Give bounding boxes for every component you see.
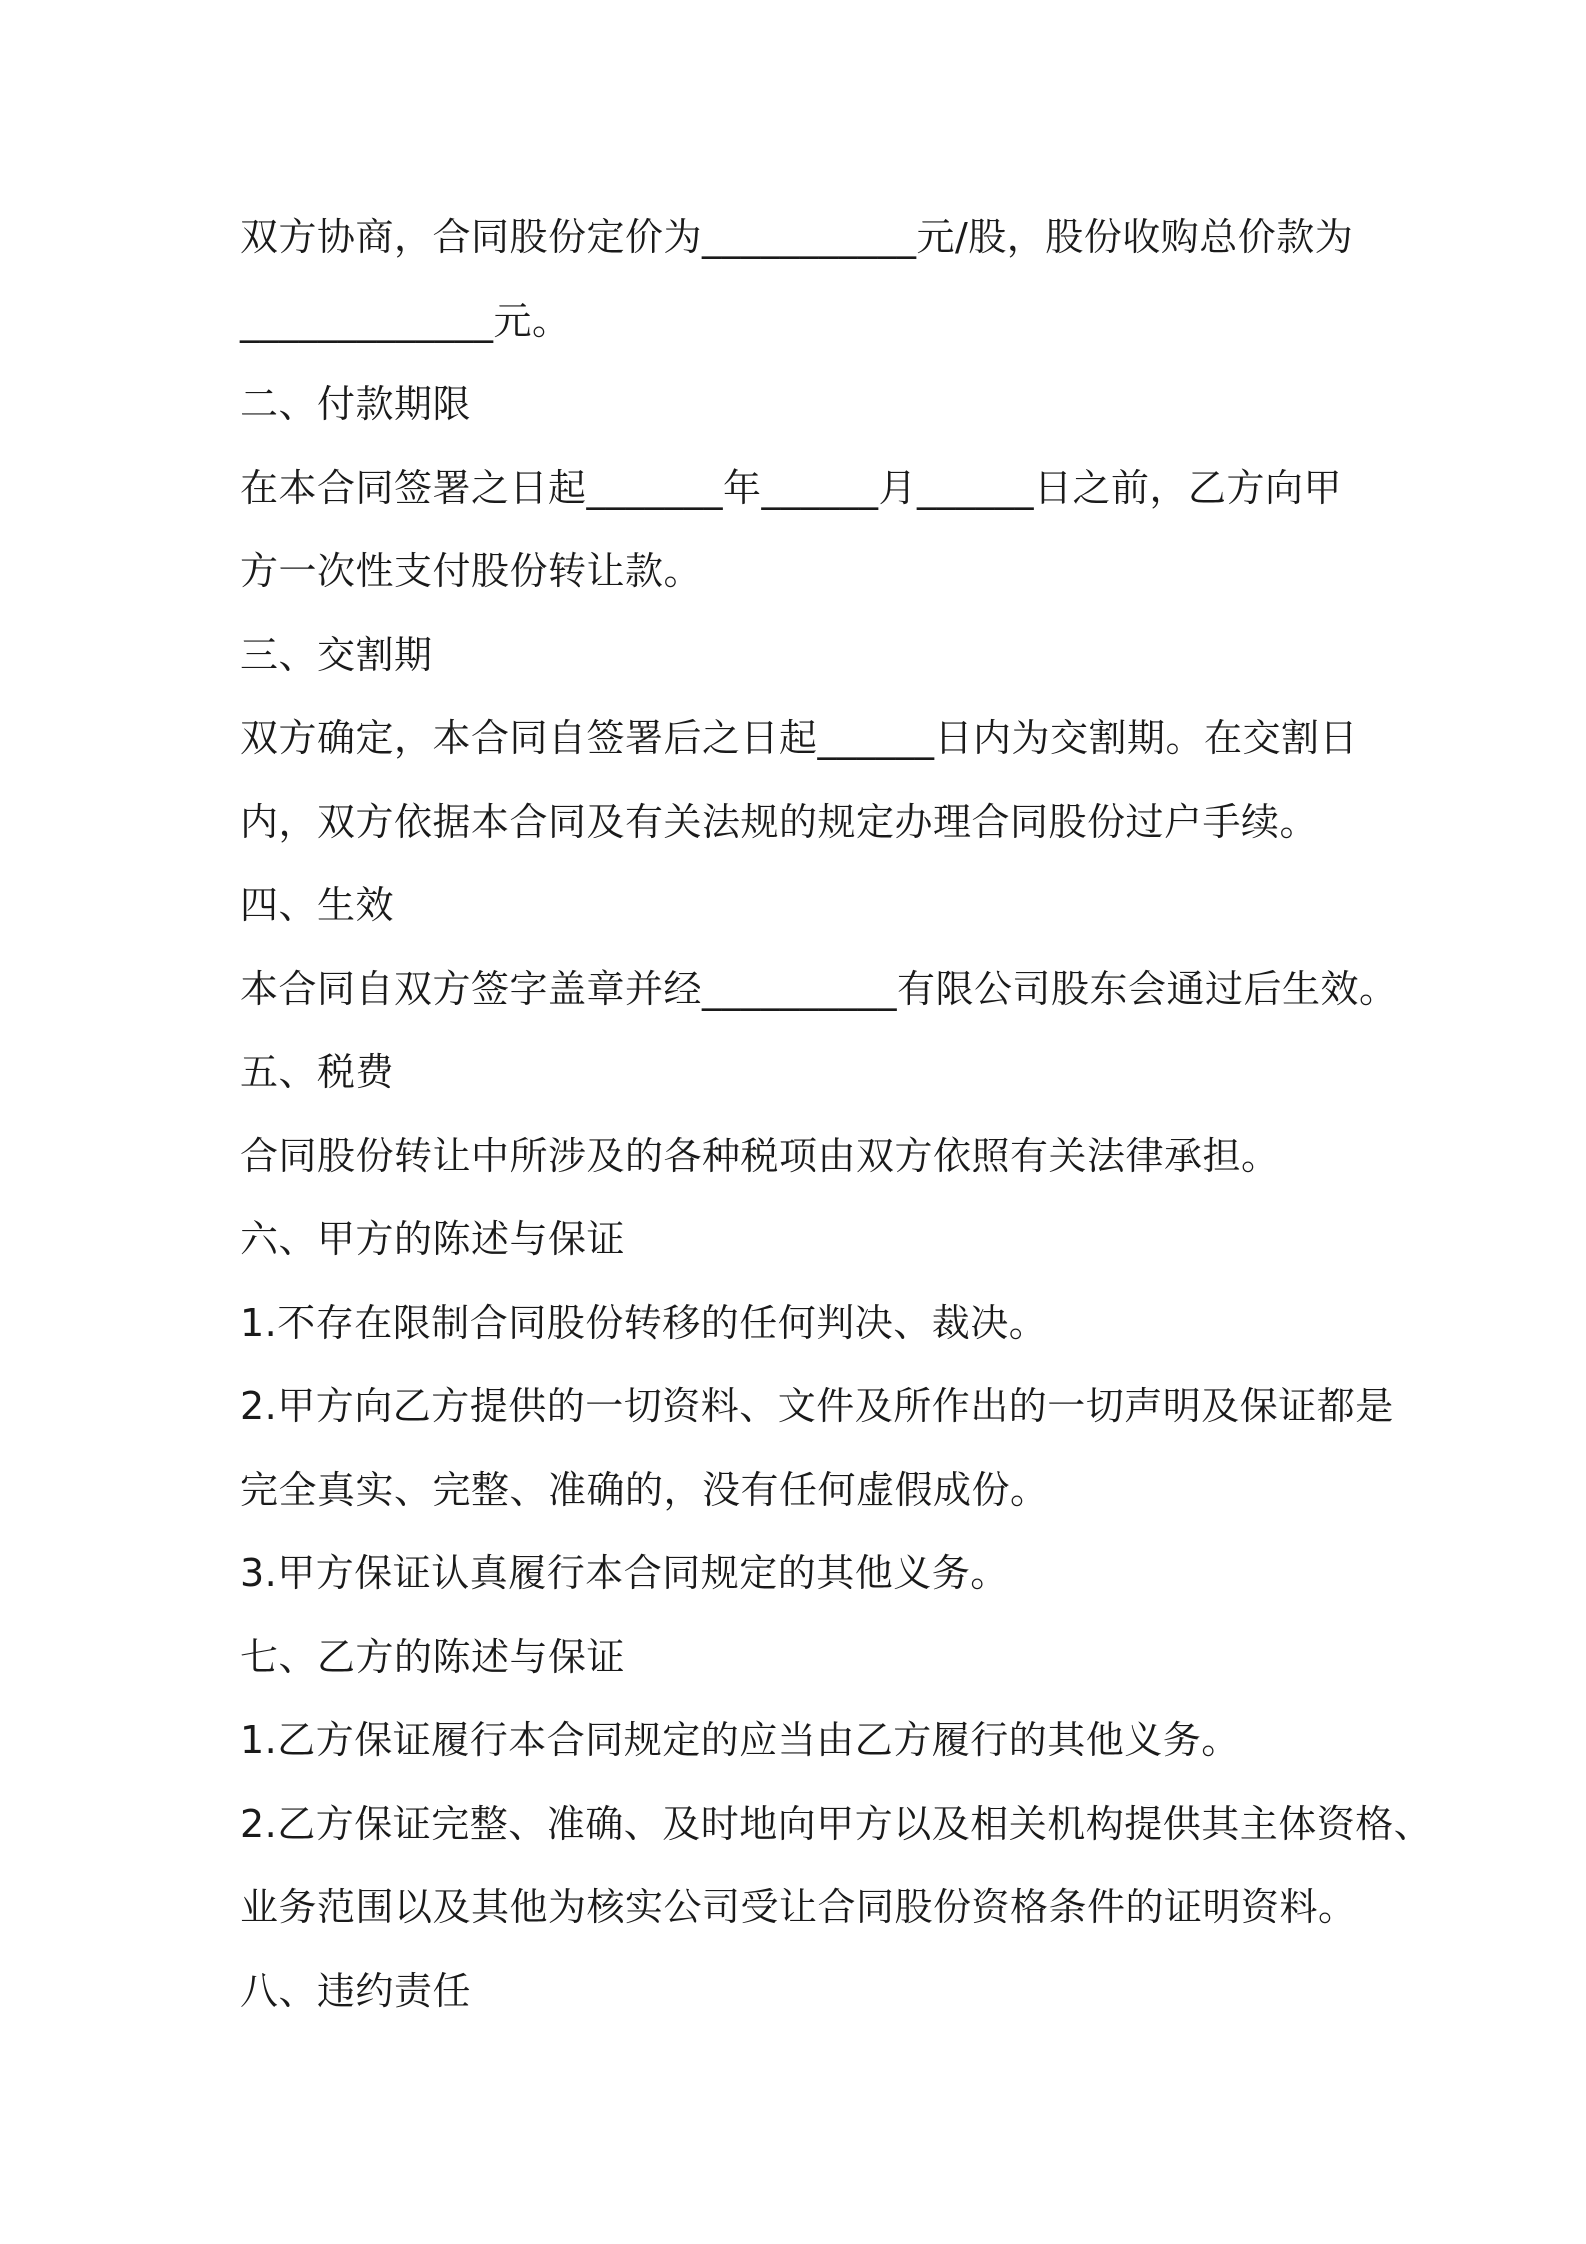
paragraph-line: 业务范围以及其他为核实公司受让合同股份资格条件的证明资料。 <box>240 1885 1357 1929</box>
document-body <box>240 196 1433 2033</box>
list-item: 1.乙方保证履行本合同规定的应当由乙方履行的其他义务。 <box>240 1718 1240 1762</box>
section-heading: 六、甲方的陈述与保证 <box>240 1217 626 1261</box>
paragraph-line: 内，双方依据本合同及有关法规的规定办理合同股份过户手续。 <box>240 799 1319 844</box>
section-heading: 七、乙方的陈述与保证 <box>240 1634 626 1679</box>
paragraph-line: _____________元。 <box>240 298 571 343</box>
section-heading: 五、税费 <box>240 1050 395 1094</box>
section-heading: 四、生效 <box>240 883 395 927</box>
list-item: 2.乙方保证完整、准确、及时地向甲方以及相关机构提供其主体资格、 <box>240 1801 1433 1846</box>
paragraph-line: 完全真实、完整、准确的，没有任何虚假成份。 <box>240 1467 1049 1512</box>
paragraph-line: 合同股份转让中所涉及的各种税项由双方依照有关法律承担。 <box>240 1133 1280 1178</box>
list-item: 1.不存在限制合同股份转移的任何判决、裁决。 <box>240 1300 1048 1345</box>
paragraph-line: 本合同自双方签字盖章并经__________有限公司股东会通过后生效。 <box>240 966 1398 1011</box>
list-item: 2.甲方向乙方提供的一切资料、文件及所作出的一切声明及保证都是 <box>240 1384 1394 1428</box>
paragraph-line: 方一次性支付股份转让款。 <box>240 549 703 593</box>
section-heading: 三、交割期 <box>240 632 433 677</box>
list-item: 3.甲方保证认真履行本合同规定的其他义务。 <box>240 1551 1009 1595</box>
paragraph-line: 在本合同签署之日起_______年______月______日之前，乙方向甲 <box>240 465 1343 510</box>
section-heading: 八、违约责任 <box>240 1968 472 2013</box>
paragraph-line: 双方确定，本合同自签署后之日起______日内为交割期。在交割日 <box>240 716 1359 760</box>
section-heading: 二、付款期限 <box>240 382 472 426</box>
paragraph-line: 双方协商，合同股份定价为___________元/股，股份收购总价款为 <box>240 215 1354 259</box>
